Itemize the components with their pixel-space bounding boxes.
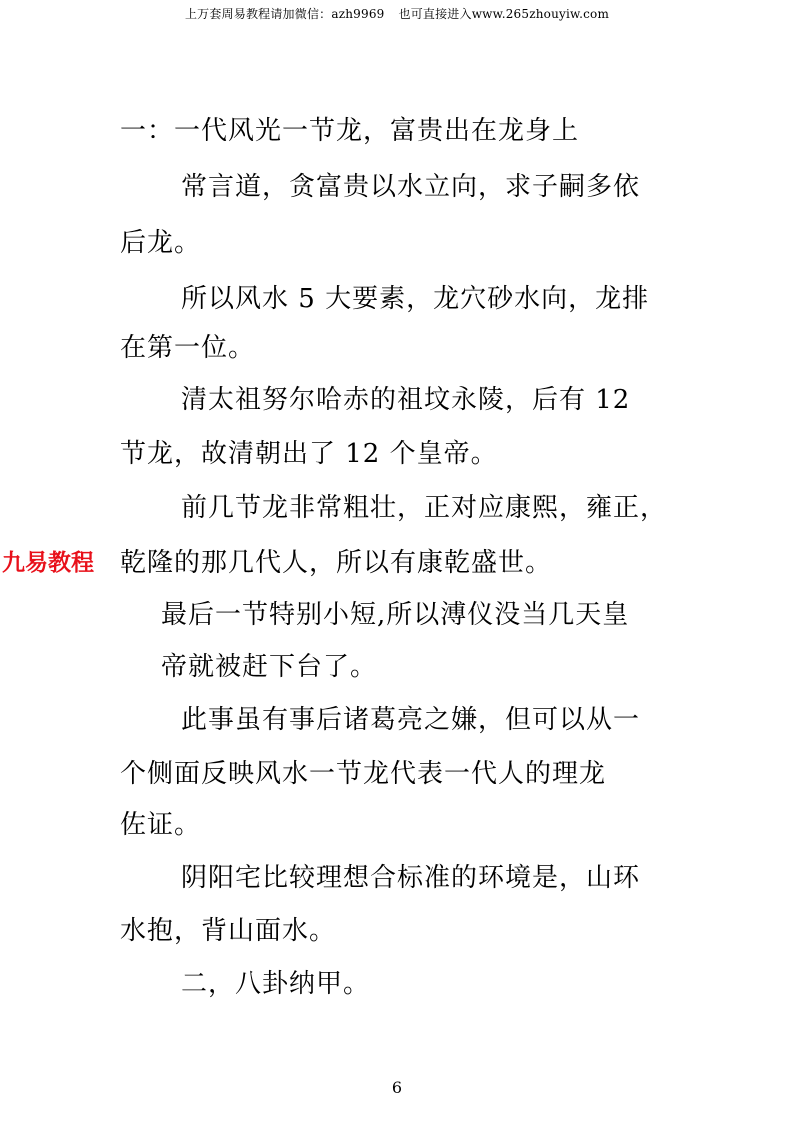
paragraph-line: 在第一位。	[120, 333, 256, 363]
paragraph-line: 后龙。	[120, 228, 202, 258]
paragraph-line: 帝就被赶下台了。	[161, 652, 378, 682]
paragraph-line: 阴阳宅比较理想合标准的环境是，山环	[181, 863, 641, 893]
paragraph-line: 此事虽有事后诸葛亮之嫌，但可以从一	[181, 705, 641, 735]
paragraph-line: 最后一节特别小短,所以溥仪没当几天皇	[161, 600, 630, 630]
paragraph-line: 水抱，背山面水。	[120, 916, 337, 946]
page-number: 6	[391, 1078, 403, 1097]
paragraph-line: 佐证。	[120, 810, 202, 840]
paragraph-line: 常言道，贪富贵以水立向，求子嗣多依	[181, 172, 641, 202]
heading-line: 二，八卦纳甲。	[181, 969, 371, 999]
header-website-text: 也可直接进入www.265zhouyiw.com	[398, 7, 610, 21]
paragraph-line: 节龙，故清朝出了 12 个皇帝。	[120, 439, 498, 469]
watermark-label: 九易教程	[2, 550, 94, 576]
header-wechat-text: 上万套周易教程请加微信：azh9969	[184, 7, 385, 21]
paragraph-line: 清太祖努尔哈赤的祖坟永陵，后有 12	[181, 385, 631, 415]
paragraph-line: 个侧面反映风水一节龙代表一代人的理龙	[120, 759, 607, 789]
paragraph-line: 所以风水 5 大要素，龙穴砂水向，龙排	[181, 284, 650, 314]
heading-line: 一：一代风光一节龙，富贵出在龙身上	[120, 116, 580, 146]
page-header	[0, 5, 794, 22]
paragraph-line: 前几节龙非常粗壮，正对应康熙，雍正，	[181, 493, 668, 523]
paragraph-line: 乾隆的那几代人，所以有康乾盛世。	[120, 548, 553, 578]
